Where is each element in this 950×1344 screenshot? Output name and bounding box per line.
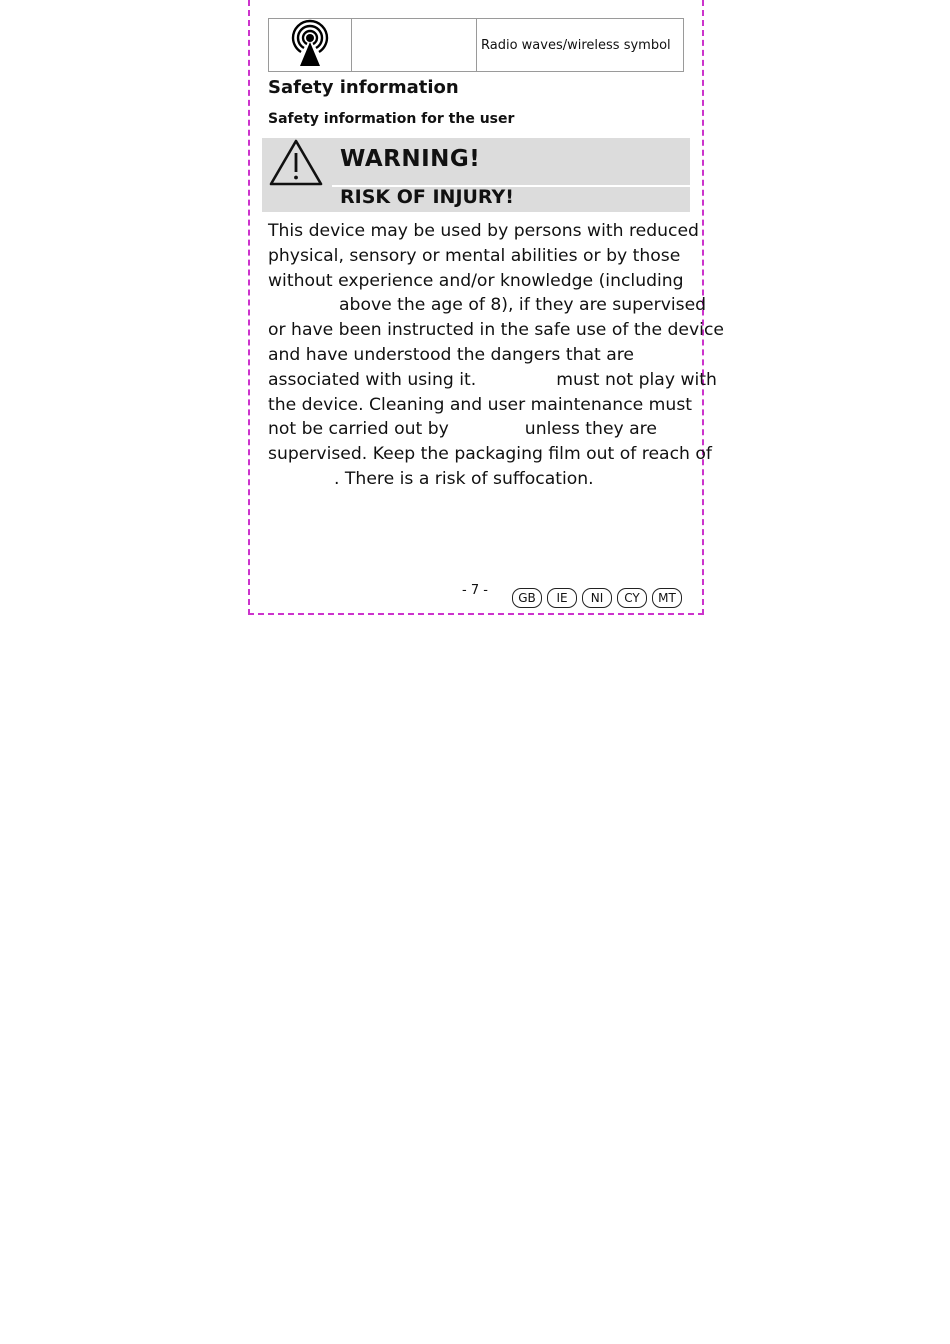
language-badge-cy: CY [617, 588, 647, 608]
symbol-icon-cell [269, 19, 352, 72]
document-page [248, 0, 724, 615]
warning-triangle-icon [268, 138, 324, 188]
language-badge-ni: NI [582, 588, 612, 608]
body-line-group [268, 368, 717, 393]
body-fragment: . There is a risk of suffocation. [334, 468, 594, 489]
language-badge-ie: IE [547, 588, 577, 608]
symbol-table [268, 18, 684, 72]
warning-subtitle: RISK OF INJURY! [340, 186, 514, 208]
page-number: - 7 - [462, 583, 488, 598]
body-line-group [268, 417, 688, 442]
section-title: Safety information [268, 77, 459, 98]
safety-paragraph [268, 219, 724, 492]
body-line: without experience and/or knowledge (including [268, 270, 684, 291]
subsection-title: Safety information for the user [268, 111, 515, 127]
language-badge-mt: MT [652, 588, 682, 608]
body-fragment: unless they are [524, 419, 657, 440]
radio-waves-icon [290, 19, 330, 67]
body-line: physical, sensory or mental abilities or by those [268, 245, 681, 266]
warning-box [262, 138, 690, 212]
body-line: supervised. Keep the packaging film out of reach of [268, 444, 712, 465]
language-badge-gb: GB [512, 588, 542, 608]
symbol-empty-cell [352, 19, 477, 72]
body-fragment: not be carried out by [268, 419, 449, 440]
body-line: This device may be used by persons with reduced [268, 221, 699, 241]
body-line: the device. Cleaning and user maintenance must [268, 394, 693, 415]
warning-title: WARNING! [340, 146, 481, 172]
body-line: and have understood the dangers that are [268, 344, 635, 365]
body-line-group [268, 293, 707, 318]
body-fragment: above the age of 8), if they are supervised [339, 295, 707, 316]
language-badges [512, 588, 682, 608]
body-fragment: associated with using it. [268, 369, 477, 390]
body-line-group [268, 467, 688, 492]
body-fragment: must not play with [556, 369, 717, 390]
symbol-description: Radio waves/wireless symbol [477, 19, 684, 72]
symbol-table-row [269, 19, 684, 72]
body-line: or have been instructed in the safe use of the device [268, 320, 724, 341]
